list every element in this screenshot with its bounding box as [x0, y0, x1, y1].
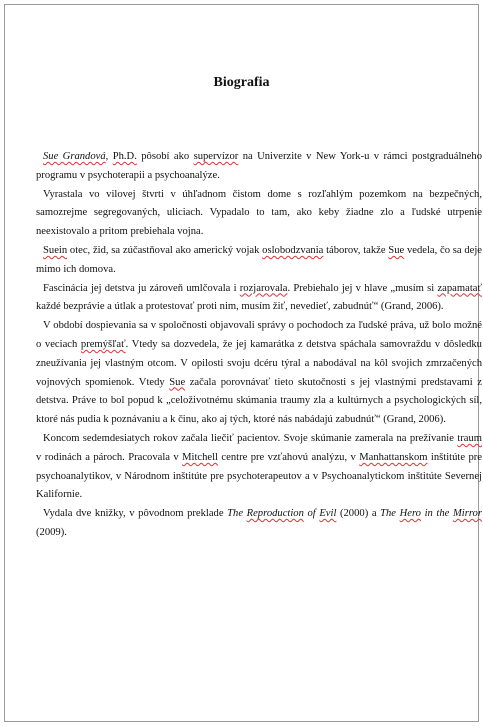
text-run: V období dospievania sa v spoločnosti objavovali správy o pochodoch za ľudské práva, už bolo možné o veciach	[36, 320, 482, 350]
body-paragraph	[36, 317, 482, 430]
text-run: pôsobí ako	[136, 151, 194, 162]
spellcheck-flagged-word: oslobodzvania	[262, 244, 324, 256]
text-run: v rodinách a pároch. Pracovala v	[36, 451, 183, 463]
spellcheck-flagged-word: Manhattanskom	[359, 451, 428, 463]
text-run: inštitúte pre psychoanalytikov, v Národnom inštitúte pre psychoterapeutov a v Psychoanalytickom inštitúte Severnej Kalifornie.	[36, 451, 482, 501]
spellcheck-flagged-word: Hero	[399, 508, 421, 520]
spellcheck-flagged-word: Sue Grandová	[43, 151, 106, 162]
text-run: každé bezprávie a útlak a protestovať proti nim, musím žiť, nevedieť, zabudnúť“ (Grand, 2006).	[36, 301, 444, 313]
text-run: Koncom sedemdesiatych rokov začala liečiť pacientov. Svoje skúmanie zamerala na prežívanie	[43, 432, 458, 444]
document-title: Biografia	[213, 75, 270, 90]
spellcheck-flagged-word: rozjarovala	[239, 282, 288, 294]
text-run: Vydala dve knižky, v pôvodnom preklade	[43, 508, 228, 520]
document-body[interactable]	[36, 148, 482, 543]
text-run: (2009).	[36, 526, 67, 538]
body-paragraph	[36, 505, 482, 543]
text-run: . Prebiehalo jej v hlave „musím si	[287, 282, 438, 294]
text-run: otec, žid, sa zúčastňoval ako americký vojak	[67, 244, 263, 256]
text-run: ,	[105, 151, 113, 162]
body-paragraph	[36, 148, 482, 186]
text-run: The	[380, 508, 400, 520]
spellcheck-flagged-word: Sue	[388, 244, 405, 256]
spellcheck-flagged-word: Ph.D.	[112, 151, 137, 162]
spellcheck-flagged-word: Evil	[319, 508, 337, 520]
spellcheck-flagged-word: traum	[457, 432, 482, 444]
spellcheck-flagged-word: Reproduction	[246, 508, 304, 520]
spellcheck-flagged-word: Sue	[169, 376, 186, 388]
spellcheck-flagged-word: zapamatať	[437, 282, 482, 294]
spellcheck-flagged-word: Suein	[43, 244, 68, 256]
text-run: Fascinácia jej detstva ju zároveň umlčovala i	[43, 282, 240, 294]
text-run: of	[303, 508, 320, 520]
spellcheck-flagged-word: supervízor	[193, 151, 239, 162]
spellcheck-flagged-word: premýšľať	[80, 338, 126, 350]
text-run: táborov, takže	[323, 244, 389, 256]
text-run: začala porovnávať tieto skutočnosti s jej vlastnými predstavami z detstva. Práve to bol popud k „celoživotnému skúmania traumy zla a kultúrnych a psychologických síl, ktoré nás pudia k poznávaniu a k činu, ako aj tých, ktoré nás nabádajú zabudnúť“ (Grand, 2006).	[36, 376, 482, 426]
text-run: . Vtedy sa dozvedela, že jej kamarátka z detstva spáchala samovraždu v dôsledku zneužívania jej vlastným otcom. V opilosti svoju dcéru týral a nabodával na kôl svojich zmrzačených vojnových spomienok. Vtedy	[36, 338, 482, 388]
body-paragraph	[36, 242, 482, 280]
body-paragraph	[36, 280, 482, 318]
text-run: in the	[420, 508, 453, 520]
body-paragraph	[36, 430, 482, 505]
text-run: vedela, čo sa deje mimo ich domova.	[36, 244, 482, 275]
text-run: Vyrastala vo vilovej štvrti v úhľadnom čistom dome s rozľahlým pozemkom na bezpečných, samozrejme segregovaných, uliciach. Vypadalo to tam, ako keby žiadne zlo a ľudské utrpenie neexistovalo a pritom prebiehala vojna.	[36, 188, 482, 238]
body-paragraph	[36, 186, 482, 242]
text-run: (2000) a	[336, 508, 381, 520]
text-run: The	[227, 508, 247, 520]
document-page[interactable]	[4, 4, 483, 722]
spellcheck-flagged-word: Mirror	[452, 508, 482, 520]
text-run: centre pre vzťahovú analýzu, v	[218, 451, 360, 463]
text-run: na Univerzite v New York-u v rámci postgraduálneho programu v psychoterapii a psychoanalýze.	[36, 151, 483, 181]
spellcheck-flagged-word: Mitchell	[182, 451, 219, 463]
